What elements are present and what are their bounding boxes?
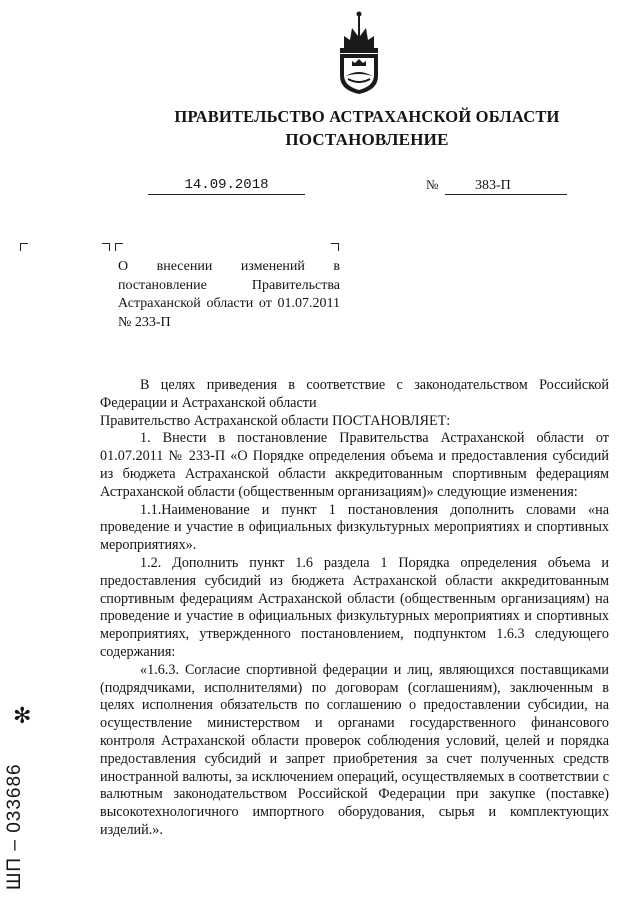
subject-corner-mark [115,243,123,251]
resolution-clause: Правительство Астраханской области ПОСТАНОВЛЯЕТ: [100,412,451,429]
document-subject: О внесении изменений в постановление Правительства Астраханской области от 01.07.2011 № 233-П [118,259,340,330]
document-type-title: ПОСТАНОВЛЕНИЕ [285,130,449,149]
body-paragraph: 1.1.Наименование и пункт 1 постановления дополнить словами «на проведение и участие в официальных физкультурных мероприятиях и спортивных мероприятиях». [100,501,609,554]
coat-of-arms-emblem [330,10,386,96]
document-body [100,377,609,840]
government-title: ПРАВИТЕЛЬСТВО АСТРАХАНСКОЙ ОБЛАСТИ [174,107,560,126]
body-paragraph: «1.6.3. Согласие спортивной федерации и лиц, являющихся поставщиками (подрядчиками, исполнителями) по договорам (соглашениям), заключенным в целях исполнения обязательств по соглашению о предоставлении субсидии, на осуществление министерством и органами государственного финансового контроля Астраханской области проверок соблюдения условий, целей и порядка предоставления субсидий и запрет приобретения за счет полученных средств иностранной валюты, за исключением операций, осуществляемых в соответствии с валютным законодательством Российской Федерации при закупке (поставке) высокотехнологичного импортного оборудования, сырья и комплектующих изделий.». [100,661,609,838]
margin-corner-mark [20,243,28,251]
document-date: 14.09.2018 [148,177,305,195]
form-serial-code: ШП – 033686 [4,763,25,890]
body-paragraph: 1.2. Дополнить пункт 1.6 раздела 1 Порядка определения объема и предоставления субсидий из бюджета Астраханской области аккредитованным спортивным федерациям Астраханской области (общественным организациям) на проведение и участие в официальных физкультурных мероприятиях и спортивных мероприятиях, утвержденного постановлением, подпунктом 1.6.3 следующего содержания: [100,554,609,660]
number-sign-label: № [426,177,439,192]
subject-corner-mark [331,243,339,251]
document-number: 383-П [475,178,511,193]
document-number-field [445,177,567,195]
star-mark-icon: ✻ [13,704,32,729]
body-paragraph: В целях приведения в соответствие с законодательством Российской Федерации и Астраханской области [100,377,609,411]
margin-corner-mark [102,243,110,251]
body-paragraph: 1. Внести в постановление Правительства Астраханской области от 01.07.2011 № 233-П «О Порядке определения объема и предоставления субсидий из бюджета Астраханской области аккредитованным спортивным федерациям Астраханской области (общественным организациям)» следующие изменения: [100,430,609,500]
